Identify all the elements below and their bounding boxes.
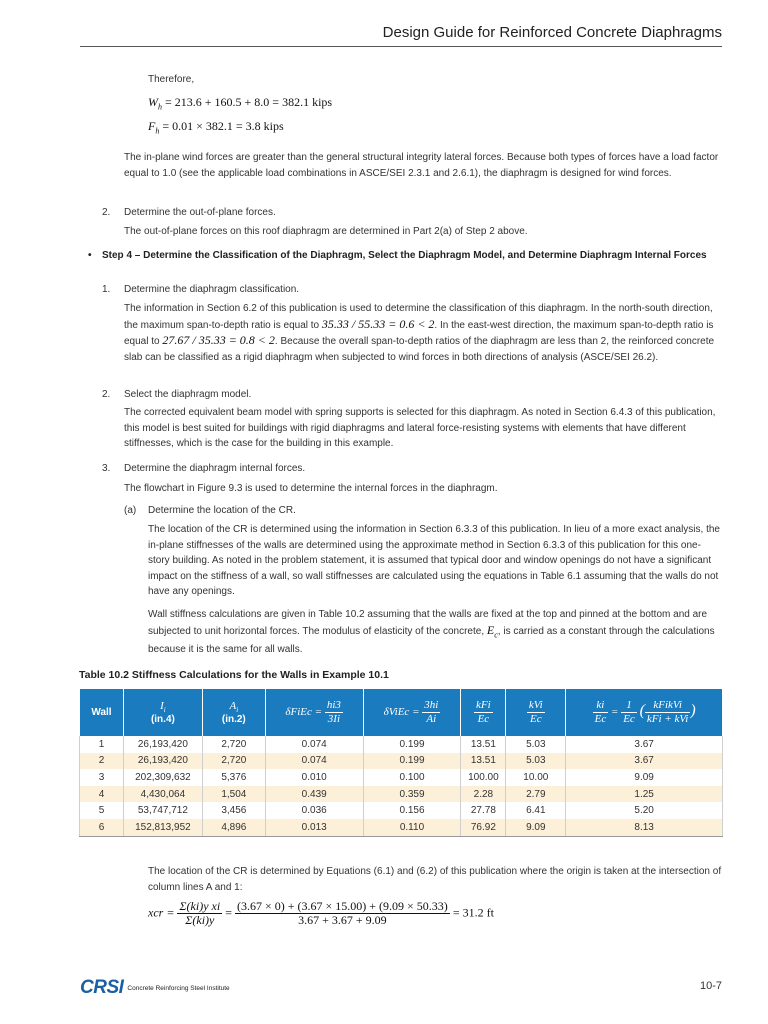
cell-kv: 5.03 (506, 753, 566, 770)
cell-dve: 0.359 (363, 786, 461, 803)
cell-kf: 13.51 (461, 753, 506, 770)
ec-symbol-main: E (486, 622, 495, 637)
classification-paragraph (124, 301, 722, 365)
cell-inertia: 26,193,420 (123, 736, 202, 753)
cell-kv: 2.79 (506, 786, 566, 803)
a-label: (a) (124, 505, 137, 516)
header-rule (80, 46, 722, 47)
col-flexural-deflection (265, 689, 363, 736)
col-k-paren-close: ) (690, 702, 696, 720)
cell-k: 5.20 (566, 802, 723, 819)
cell-inertia: 53,747,712 (123, 802, 202, 819)
s3-number: 3. (102, 463, 111, 474)
col-kf-frac: $\frac{\text{kFi}}{Ec}$ (476, 699, 491, 725)
table-row (80, 769, 723, 786)
table-row (80, 786, 723, 803)
table-row (80, 753, 723, 770)
cell-area: 3,456 (202, 802, 265, 819)
cell-wall: 4 (80, 786, 124, 803)
cr-equation (148, 900, 494, 927)
cell-k: 3.67 (566, 736, 723, 753)
col-df-left: δFiEc = (285, 706, 323, 719)
col-dv-frac: $\frac{3hi}{Ai}$ (424, 699, 439, 725)
crsi-logo-mark: CRSI (80, 977, 124, 998)
cr-eq-frac2: $\frac{(3.67 \times 0) + (3.67 \times 15.00) + (9.09 \times 50.33)}{3.67 + 3.67 + 9.09}$ (236, 899, 448, 927)
cell-dfe: 0.010 (265, 769, 363, 786)
col-k-eq: = (610, 706, 619, 719)
cell-kf: 13.51 (461, 736, 506, 753)
col-area (202, 689, 265, 736)
cr-eq-result: = 31.2 ft (452, 905, 494, 920)
cell-k: 1.25 (566, 786, 723, 803)
col-i-symbol: $I_i$ (160, 699, 166, 715)
cell-dve: 0.110 (363, 819, 461, 836)
cell-dve: 0.100 (363, 769, 461, 786)
cell-kf: 2.28 (461, 786, 506, 803)
cell-dfe: 0.013 (265, 819, 363, 836)
cr-eq-lhs: xcr = (148, 905, 175, 920)
s2-title: Select the diaphragm model. (124, 389, 252, 400)
cell-dfe: 0.439 (265, 786, 363, 803)
eq-fh-lhs: F (148, 119, 156, 133)
cell-area: 5,376 (202, 769, 265, 786)
a-title: Determine the location of the CR. (148, 505, 296, 516)
col-total-stiffness (566, 689, 723, 736)
cr-eq-frac1: $\frac{\text{Σ(ki)y xi}}{\Sigma(ki)y}$ (179, 899, 221, 927)
cr-eq-equals: = (225, 905, 232, 920)
cell-kv: 10.00 (506, 769, 566, 786)
col-wall: Wall (80, 689, 124, 736)
cell-dve: 0.199 (363, 736, 461, 753)
s1-math-ns: 35.33 / 55.33 = 0.6 < 2 (321, 316, 435, 331)
item2-number: 2. (102, 207, 111, 218)
col-dv-left: δViEc = (383, 706, 420, 719)
cell-wall: 6 (80, 819, 124, 836)
cell-k: 9.09 (566, 769, 723, 786)
stiffness-table (79, 689, 723, 837)
cell-area: 2,720 (202, 736, 265, 753)
col-k-paren: ( (639, 702, 645, 720)
col-flexural-stiffness (461, 689, 506, 736)
cell-dve: 0.199 (363, 753, 461, 770)
cell-k: 8.13 (566, 819, 723, 836)
col-moment-of-inertia (123, 689, 202, 736)
s1-math-ew: 27.67 / 35.33 = 0.8 < 2 (162, 333, 275, 347)
crsi-logo-text: Concrete Reinforcing Steel Institute (127, 985, 230, 992)
cell-inertia: 152,813,952 (123, 819, 202, 836)
cell-kf: 76.92 (461, 819, 506, 836)
s2-number: 2. (102, 389, 111, 400)
cr-location-paragraph: The location of the CR is determined using the information in Section 6.3.3 of this publication. In lieu of a more exact analysis, the in-plane stiffnesses of the walls are determined using the approximate method in Section 6.3.3 of this publication for this one-story building. As noted in the problem statement, it is assumed that typical door and window openings do not have a significant impact on the stiffness of a wall, so wall stiffnesses are calculated using the equations in Table 6.1 assuming that the walls do not have any openings. (148, 524, 720, 597)
cell-area: 1,504 (202, 786, 265, 803)
col-kv-frac: $\frac{\text{kVi}}{Ec}$ (528, 699, 543, 725)
eq-fh-sub: h (155, 126, 160, 136)
col-df-frac: $\frac{hi3}{3Ii}$ (326, 699, 341, 725)
crsi-logo (80, 977, 230, 999)
cell-wall: 2 (80, 753, 124, 770)
eq-wh-rhs: = 213.6 + 160.5 + 8.0 = 382.1 kips (165, 95, 333, 109)
s1-number: 1. (102, 284, 111, 295)
model-paragraph: The corrected equivalent beam model with spring supports is selected for this diaphragm. As noted in Section 6.4.3 of this publication, this model is best suited for buildings with rigid diaphragms and lateral force-resisting systems with elements that have different stiffnesses, which is the case for the building in this example. (124, 407, 716, 449)
step4-bullet: • (88, 250, 92, 261)
therefore-text: Therefore, (148, 74, 195, 85)
eq-fh-rhs: = 0.01 × 382.1 = 3.8 kips (162, 119, 284, 133)
cell-dfe: 0.074 (265, 736, 363, 753)
cell-wall: 5 (80, 802, 124, 819)
s1-title: Determine the diaphragm classification. (124, 284, 300, 295)
page-number: 10-7 (699, 980, 722, 992)
cell-wall: 1 (80, 736, 124, 753)
cell-kv: 5.03 (506, 736, 566, 753)
col-k-inner-frac: $\frac{\text{kFikVi}}{\text{kFi + kVi}}$ (646, 699, 689, 725)
item2-text: The out-of-plane forces on this roof diaphragm are determined in Part 2(a) of Step 2 above. (124, 226, 528, 237)
cell-kf: 100.00 (461, 769, 506, 786)
cell-k: 3.67 (566, 753, 723, 770)
table-row (80, 819, 723, 836)
cell-area: 4,896 (202, 819, 265, 836)
cell-kv: 6.41 (506, 802, 566, 819)
cell-dfe: 0.074 (265, 753, 363, 770)
cell-kf: 27.78 (461, 802, 506, 819)
running-header-title: Design Guide for Reinforced Concrete Diaphragms (382, 24, 722, 41)
cell-wall: 3 (80, 769, 124, 786)
cell-kv: 9.09 (506, 819, 566, 836)
col-shear-stiffness (506, 689, 566, 736)
wind-forces-paragraph: The in-plane wind forces are greater than the general structural integrity lateral forces. Because both types of forces have a load factor equal to 1.0 (see the applicable load combinations in ASCE/SEI 2.3.1 and 2.6.1), the diaphragm is designed for wind forces. (124, 152, 719, 179)
col-i-unit: (in.4) (150, 714, 175, 726)
s1-text-a: The information in Section 6.2 of this publication is used to determine the classification of this diaphragm. In the north-south direction, the maximum span-to-depth ratio is equal to (124, 303, 713, 331)
s1-text-c: . Because the overall span-to-depth ratios of the diaphragm are less than 2, the reinforced concrete slab can be classified as a rigid diaphragm when subjected to wind forces in both directions of analysis (ASCE/SEI 26.2). (124, 336, 715, 363)
flowchart-paragraph: The flowchart in Figure 9.3 is used to determine the internal forces in the diaphragm. (124, 483, 498, 494)
item2-title: Determine the out-of-plane forces. (124, 207, 276, 218)
eq-wh-lhs: W (148, 95, 158, 109)
a-p2-text-a: Wall stiffness calculations are given in Table 10.2 assuming that the walls are fixed at the top and pinned at the bottom and are subjected to unit horizontal forces. The modulus of elasticity of the concrete, (148, 609, 708, 637)
cr-equation-intro: The location of the CR is determined by Equations (6.1) and (6.2) of this publication where the origin is taken at the intersection of column lines A and 1: (148, 866, 722, 893)
table-row (80, 736, 723, 753)
cell-dve: 0.156 (363, 802, 461, 819)
col-k-one-frac: $\frac{1}{Ec}$ (623, 699, 635, 725)
equation-fh (148, 119, 284, 135)
cell-inertia: 202,309,632 (123, 769, 202, 786)
cell-inertia: 26,193,420 (123, 753, 202, 770)
eq-wh-sub: h (158, 102, 162, 112)
cell-area: 2,720 (202, 753, 265, 770)
a-p2-text-b: , is carried as a constant through the calculations because it is the same for all walls. (148, 625, 715, 656)
col-a-symbol: $A_i$ (229, 699, 239, 715)
ec-symbol-sub: c (494, 629, 498, 639)
table-header-row (80, 689, 723, 736)
col-shear-deflection (363, 689, 461, 736)
cell-inertia: 4,430,064 (123, 786, 202, 803)
table-row (80, 802, 723, 819)
step4-heading: Step 4 – Determine the Classification of the Diaphragm, Select the Diaphragm Model, and Determine Diaphragm Internal Forces (102, 250, 707, 261)
col-a-unit: (in.2) (221, 714, 246, 726)
ec-symbol (487, 623, 498, 637)
s1-text-b: . In the east-west direction, the maximum span-to-depth ratio is equal to (124, 319, 714, 347)
table-caption: Table 10.2 Stiffness Calculations for the Walls in Example 10.1 (79, 669, 389, 681)
s3-title: Determine the diaphragm internal forces. (124, 463, 306, 474)
equation-wh (148, 95, 332, 111)
stiffness-calc-paragraph (148, 607, 722, 658)
col-k-frac: $\frac{ki}{Ec}$ (594, 699, 607, 725)
cell-dfe: 0.036 (265, 802, 363, 819)
